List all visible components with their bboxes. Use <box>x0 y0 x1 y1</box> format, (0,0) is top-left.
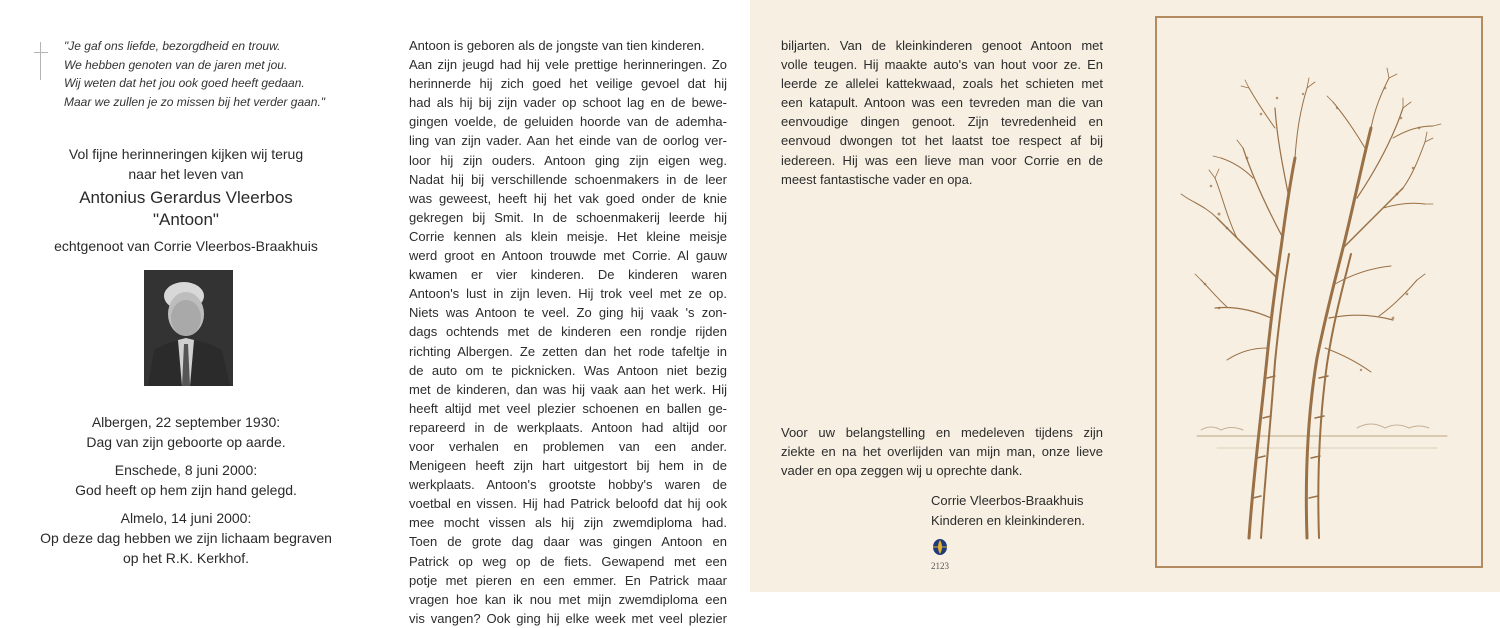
story-line: dags ochtends met de kinderen een rondje rijden <box>409 324 727 340</box>
full-name: Antonius Gerardus Vleerbos <box>79 188 293 207</box>
story-line: eenvoud dwongen tot het laatst toe respect af bij <box>781 133 1103 149</box>
story-line: voor verhalen en problemen van een ander. <box>409 438 727 454</box>
story-line: heeft altijd met veel plezier schoenen en ballen ge- <box>409 400 727 416</box>
thanks-text <box>781 423 1103 480</box>
portrait-photo <box>144 270 233 386</box>
signoff-name: Corrie Vleerbos-Braakhuis <box>931 493 1084 508</box>
burial-text: op het R.K. Kerkhof. <box>122 550 250 566</box>
spouse-line: echtgenoot van Corrie Vleerbos-Braakhuis <box>54 238 318 254</box>
story-line: gingen voelde, de geluiden hoorde van de ademha- <box>409 114 727 130</box>
story-line: herinnerde hij zich goed het veilige gevoel dat hij <box>409 76 727 92</box>
death-place-date: Enschede, 8 juni 2000: <box>114 462 258 478</box>
intro-line: naar het leven van <box>128 166 244 182</box>
burial-text: Op deze dag hebben we zijn lichaam begraven <box>40 530 332 546</box>
thanks-line: Voor uw belangstelling en medeleven tijdens zijn <box>781 425 1103 440</box>
poem-line: Wij weten dat het jou ook goed heeft gedaan. <box>64 76 305 90</box>
story-line: Corrie kennen als klein meisje. Het kleine meisje <box>409 228 727 244</box>
story-line: Niets was Antoon te veel. Zo ging hij vaak 's zon- <box>409 305 727 321</box>
illustration-panel <box>1124 0 1500 592</box>
illustration-frame <box>1155 16 1483 568</box>
story-line: kwamen er vier kinderen. De kinderen waren <box>409 267 727 283</box>
story-line: ling van zijn vader. Aan het einde van de oorlog ver- <box>409 133 727 149</box>
signoff-family: Kinderen en kleinkinderen. <box>931 512 1085 528</box>
intro-text <box>0 144 372 184</box>
story-line: iedereen. Hij was een lieve man voor Corrie en de <box>781 152 1103 168</box>
life-dates <box>0 412 372 568</box>
thanks-line: ziekte en na het overlijden van mijn man, onze lieve <box>781 444 1103 460</box>
birth-place-date: Albergen, 22 september 1930: <box>91 414 281 430</box>
story-line: Menigeen heeft zijn hart uitgestort bij hem in de <box>409 458 727 474</box>
story-line: was geweest, heeft hij het vak goed onder de knie <box>409 190 727 206</box>
deceased-name <box>0 187 372 231</box>
story-line: voetbal en vissen. Hij had Patrick beloofd dat hij ook <box>409 496 727 512</box>
story-line: vragen hoe kan ik nou met mijn zwemdiploma een <box>409 591 727 607</box>
poem-line: "Je gaf ons liefde, bezorgdheid en trouw. <box>64 39 281 53</box>
story-line: Nadat hij bij verschillende schoenmakers in de leer <box>409 171 727 187</box>
story-line: gekregen bij Smit. In de schoenmakerij leerde hij <box>409 209 727 225</box>
burial-place-date: Almelo, 14 juni 2000: <box>120 510 252 526</box>
story-line: leerde ze allelei kattekwaad, zoals het schieten met <box>781 76 1103 92</box>
story-line: Toen de grote dag daar was gingen Antoon en <box>409 534 727 550</box>
poem-line: We hebben genoten van de jaren met jou. <box>64 57 288 72</box>
story-line: had als hij bij zijn vader op schoot lag en de bewe- <box>409 95 727 111</box>
story-line: werkplaats. Antoon's grootste hobby's waren de <box>409 477 727 493</box>
story-line: Antoon's lust in zijn leven. Hij trok veel met ze op. <box>409 286 727 302</box>
story-line: Patrick op weg op de fiets. Gewapend met een <box>409 553 727 569</box>
story-panel <box>372 0 750 626</box>
story-line: de auto om te picknicken. Was Antoon niet bezig <box>409 362 727 378</box>
story-line: een katapult. Antoon was een tevreden man die van <box>781 95 1103 111</box>
front-panel <box>0 0 372 592</box>
cross-icon <box>34 42 48 80</box>
story-line: vis vangen? Ook ging hij elke week met veel plezier <box>409 610 727 626</box>
thanks-panel <box>750 0 1124 592</box>
story-line: repareerd in de werkplaats. Antoon had altijd oor <box>409 419 727 435</box>
story-line: biljarten. Van de kleinkinderen genoot Antoon met <box>781 38 1103 53</box>
story-line: richting Albergen. Ze zetten dan het rode tafeltje in <box>409 343 727 359</box>
printer-logo-icon <box>930 538 950 556</box>
story-line: met de kinderen, dan was hij vaak aan het werk. Hij <box>409 381 727 397</box>
story-line: Antoon is geboren als de jongste van tien kinderen. <box>409 38 705 53</box>
story-line: volle teugen. Hij maakte auto's van hout voor ze. En <box>781 57 1103 73</box>
poem <box>64 37 364 111</box>
poem-line: Maar we zullen je zo missen bij het verder gaan." <box>64 94 326 109</box>
thanks-line: vader en opa zeggen wij u oprechte dank. <box>781 463 1023 479</box>
death-text: God heeft op hem zijn hand gelegd. <box>75 482 297 498</box>
print-code: 2123 <box>931 561 949 571</box>
nickname: "Antoon" <box>153 210 219 229</box>
signoff <box>931 491 1121 530</box>
story-line: werd groot en Antoon trouwde met Corrie. Al gauw <box>409 248 727 264</box>
story-line: Aan zijn jeugd had hij vele prettige herinneringen. Zo <box>409 57 727 73</box>
story-line: potje met pieren en een emmer. En Patrick maar <box>409 572 727 588</box>
tree-illustration <box>1157 18 1481 566</box>
life-story <box>409 36 727 628</box>
story-line: eenvoudige dingen genoot. Zijn tevredenheid en <box>781 114 1103 130</box>
life-story-continued <box>781 36 1103 189</box>
birth-text: Dag van zijn geboorte op aarde. <box>86 434 286 450</box>
story-line: loor hij zijn ouders. Antoon ging zijn eigen weg. <box>409 152 727 168</box>
intro-line: Vol fijne herinneringen kijken wij terug <box>68 146 304 162</box>
story-line: meest fantastische vader en opa. <box>781 171 973 187</box>
story-line: mee mocht vissen als hij zijn zwemdiploma had. <box>409 515 727 531</box>
